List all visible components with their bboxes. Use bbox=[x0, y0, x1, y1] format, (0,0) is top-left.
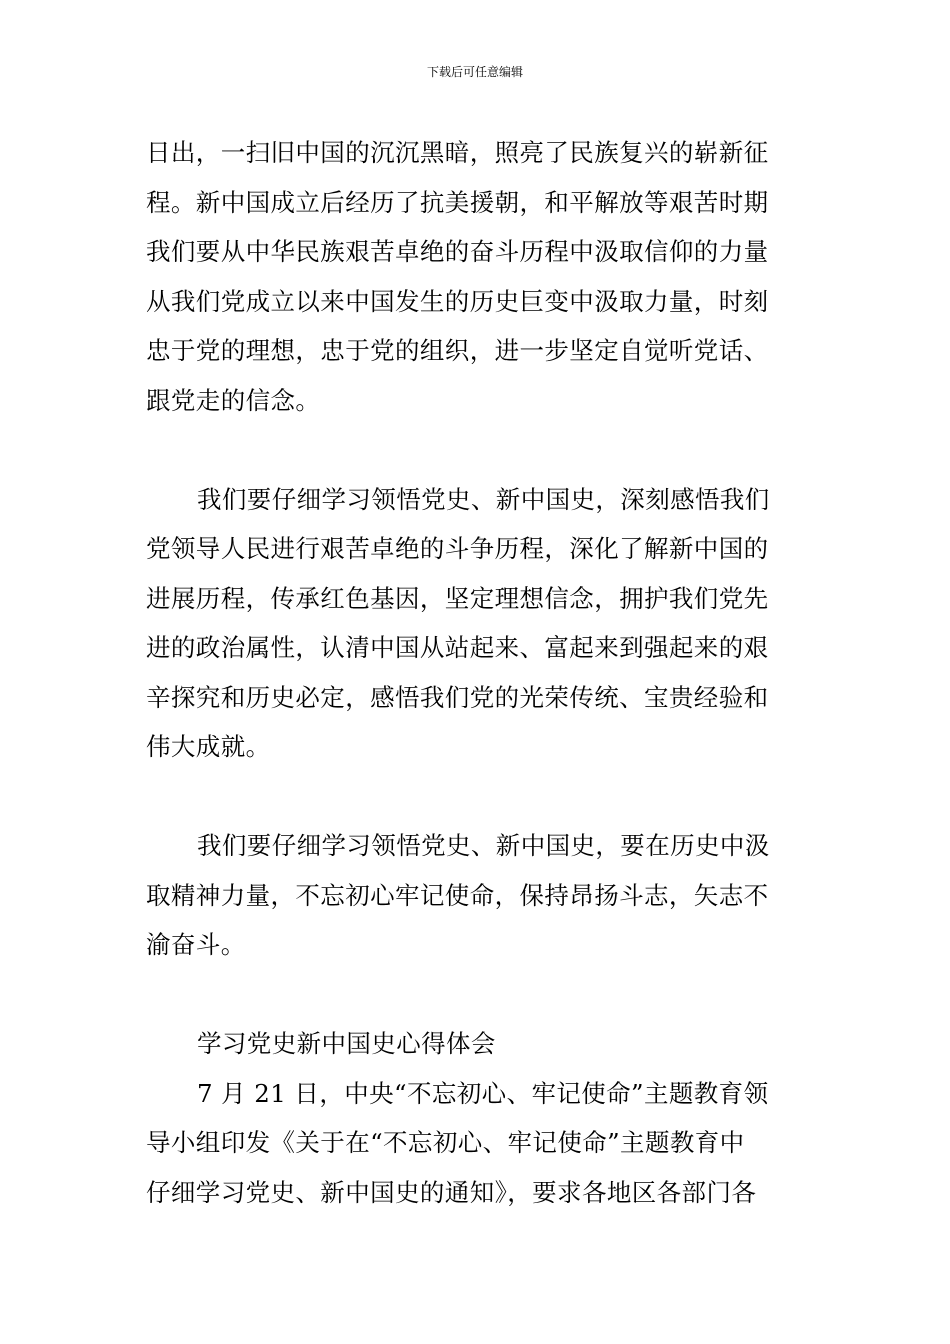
paragraph-4 bbox=[146, 1019, 806, 1217]
header-note: 下载后可任意编辑 bbox=[426, 65, 523, 79]
paragraph-line: 渝奋斗。 bbox=[146, 930, 246, 959]
paragraph-line: 进的政治属性，认清中国从站起来、富起来到强起来的艰 bbox=[146, 633, 769, 662]
paragraph-line: 进展历程，传承红色基因，坚定理想信念，拥护我们党先 bbox=[146, 583, 769, 613]
paragraph-line: 跟党走的信念。 bbox=[146, 385, 321, 415]
paragraph-line: 辛探究和历史必定，感悟我们党的光荣传统、宝贵经验和 bbox=[146, 682, 769, 712]
paragraph-2 bbox=[146, 475, 806, 772]
paragraph-line: 忠于党的理想，忠于党的组织，进一步坚定自觉听党话、 bbox=[146, 336, 769, 365]
paragraph-line: 我们要仔细学习领悟党史、新中国史，要在历史中汲 bbox=[197, 831, 770, 860]
paragraph-line: 从我们党成立以来中国发生的历史巨变中汲取力量，时刻 bbox=[146, 286, 769, 316]
paragraph-gap bbox=[146, 970, 806, 1020]
paragraph-line: 程。新中国成立后经历了抗美援朝，和平解放等艰苦时期 bbox=[146, 187, 769, 217]
paragraph-line: 7 月 21 日，中央“不忘初心、牢记使命”主题教育领 bbox=[197, 1078, 769, 1108]
paragraph-line: 我们要从中华民族艰苦卓绝的奋斗历程中汲取信仰的力量 bbox=[146, 237, 769, 266]
paragraph-line: 伟大成就。 bbox=[146, 732, 271, 761]
paragraph-line: 仔细学习党史、新中国史的通知》，要求各地区各部门各 bbox=[146, 1177, 757, 1207]
paragraph-line: 党领导人民进行艰苦卓绝的斗争历程，深化了解新中国的 bbox=[146, 534, 769, 563]
paragraph-line: 我们要仔细学习领悟党史、新中国史，深刻感悟我们 bbox=[197, 484, 770, 514]
paragraph-3 bbox=[146, 821, 806, 970]
paragraph-gap bbox=[146, 425, 806, 475]
section-title: 学习党史新中国史心得体会 bbox=[197, 1029, 496, 1058]
paragraph-line: 取精神力量，不忘初心牢记使命，保持昂扬斗志，矢志不 bbox=[146, 880, 769, 910]
paragraph-1 bbox=[146, 128, 806, 425]
paragraph-gap bbox=[146, 772, 806, 822]
document-body bbox=[146, 128, 806, 1217]
paragraph-line: 日出，一扫旧中国的沉沉黑暗，照亮了民族复兴的崭新征 bbox=[146, 138, 769, 167]
paragraph-line: 导小组印发《关于在“不忘初心、牢记使命”主题教育中 bbox=[146, 1128, 745, 1157]
